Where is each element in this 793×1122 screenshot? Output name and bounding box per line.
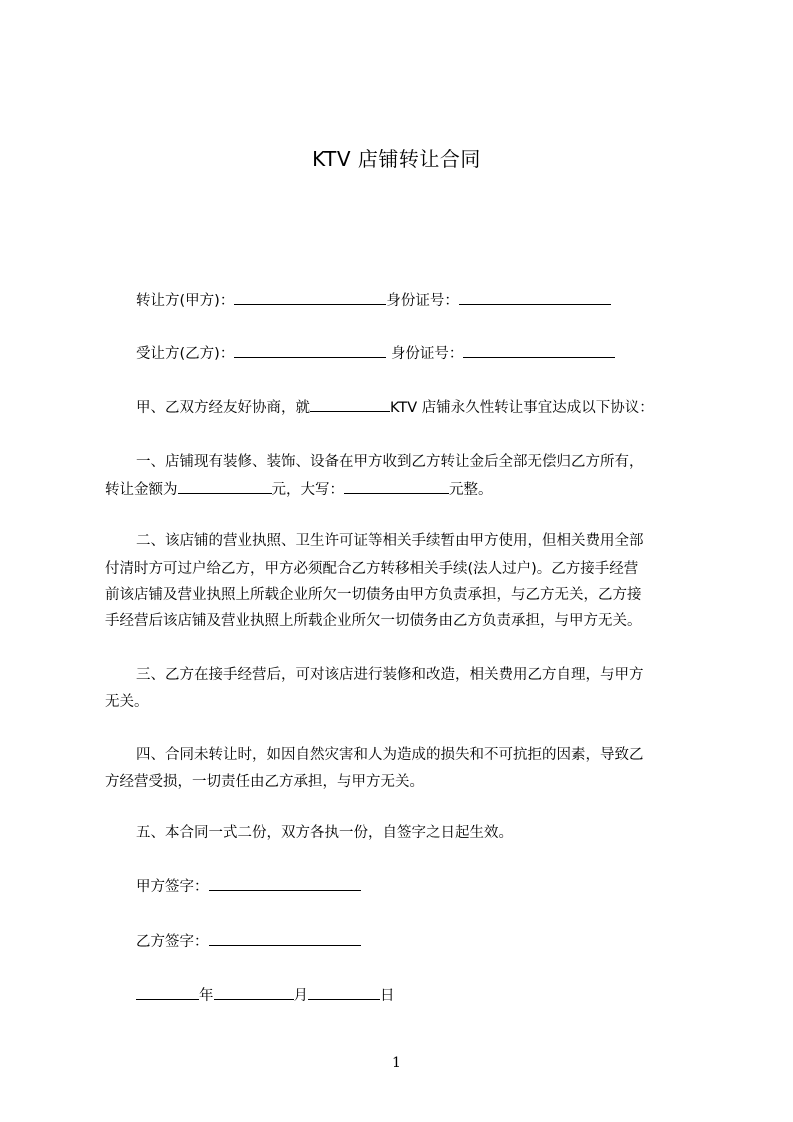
clause4-line2: 方经营受损，一切责任由乙方承担，与甲方无关。 — [105, 774, 424, 790]
clause5-line: 五、本合同一式二份，双方各执一份，自签字之日起生效。 — [136, 825, 513, 841]
party-b-line — [136, 340, 736, 368]
intro-after: KTV 店铺永久性转让事宜达成以下协议： — [390, 400, 654, 416]
signature-b-blank[interactable] — [209, 929, 361, 946]
party-b-name-blank[interactable] — [234, 341, 386, 358]
month-label: 月 — [293, 988, 308, 1004]
day-label: 日 — [380, 988, 395, 1004]
clause1-line1: 一、店铺现有装修、装饰、设备在甲方收到乙方转让金后全部无偿归乙方所有， — [136, 454, 644, 470]
date-line — [136, 982, 736, 1010]
clause2-line3: 前该店铺及营业执照上所载企业所欠一切债务由甲方负责承担，与乙方无关，乙方接 — [105, 587, 642, 603]
party-b-id-blank[interactable] — [463, 341, 615, 358]
clause2-line4: 手经营后该店铺及营业执照上所载企业所欠一切债务由乙方负责承担，与甲方无关。 — [105, 613, 642, 629]
party-b-id-label: 身份证号： — [390, 346, 464, 362]
signature-b-label: 乙方签字： — [136, 934, 209, 950]
clause3-line1: 三、乙方在接手经营后，可对该店进行装修和改造，相关费用乙方自理，与甲方 — [136, 667, 644, 683]
party-a-line — [136, 287, 736, 315]
page-number: 1 — [392, 1055, 401, 1071]
signature-a-blank[interactable] — [209, 874, 361, 891]
clause1-capital-label: 元，大写： — [271, 482, 344, 498]
year-blank[interactable] — [136, 983, 199, 1000]
intro-line — [136, 394, 736, 422]
party-a-id-label: 身份证号： — [386, 293, 459, 309]
clause2-line2: 付清时方可过户给乙方，甲方必须配合乙方转移相关手续(法人过户)。乙方接手经营 — [105, 561, 639, 577]
party-a-label: 转让方(甲方)： — [136, 293, 235, 309]
party-a-id-blank[interactable] — [459, 288, 611, 305]
intro-before: 甲、乙双方经友好协商，就 — [136, 400, 310, 416]
signature-a-label: 甲方签字： — [136, 879, 209, 895]
clause3-line2: 无关。 — [105, 694, 149, 710]
intro-subject-blank[interactable] — [310, 395, 390, 412]
clause1-suffix: 元整。 — [449, 482, 493, 498]
party-a-name-blank[interactable] — [234, 288, 386, 305]
year-label: 年 — [199, 988, 214, 1004]
month-blank[interactable] — [214, 983, 294, 1000]
clause1-amount-label: 转让金额为 — [105, 482, 178, 498]
clause4-line1: 四、合同未转让时，如因自然灾害和人为造成的损失和不可抗拒的因素，导致乙 — [136, 747, 644, 763]
document-title: KTV 店铺转让合同 — [312, 147, 481, 171]
clause1-line2 — [105, 476, 705, 504]
transfer-amount-blank[interactable] — [178, 477, 272, 494]
party-b-label: 受让方(乙方)： — [136, 346, 235, 362]
signature-a-line — [136, 873, 736, 901]
day-blank[interactable] — [308, 983, 380, 1000]
clause2-line1: 二、该店铺的营业执照、卫生许可证等相关手续暂由甲方使用，但相关费用全部 — [136, 533, 644, 549]
signature-b-line — [136, 928, 736, 956]
transfer-amount-capital-blank[interactable] — [344, 477, 449, 494]
